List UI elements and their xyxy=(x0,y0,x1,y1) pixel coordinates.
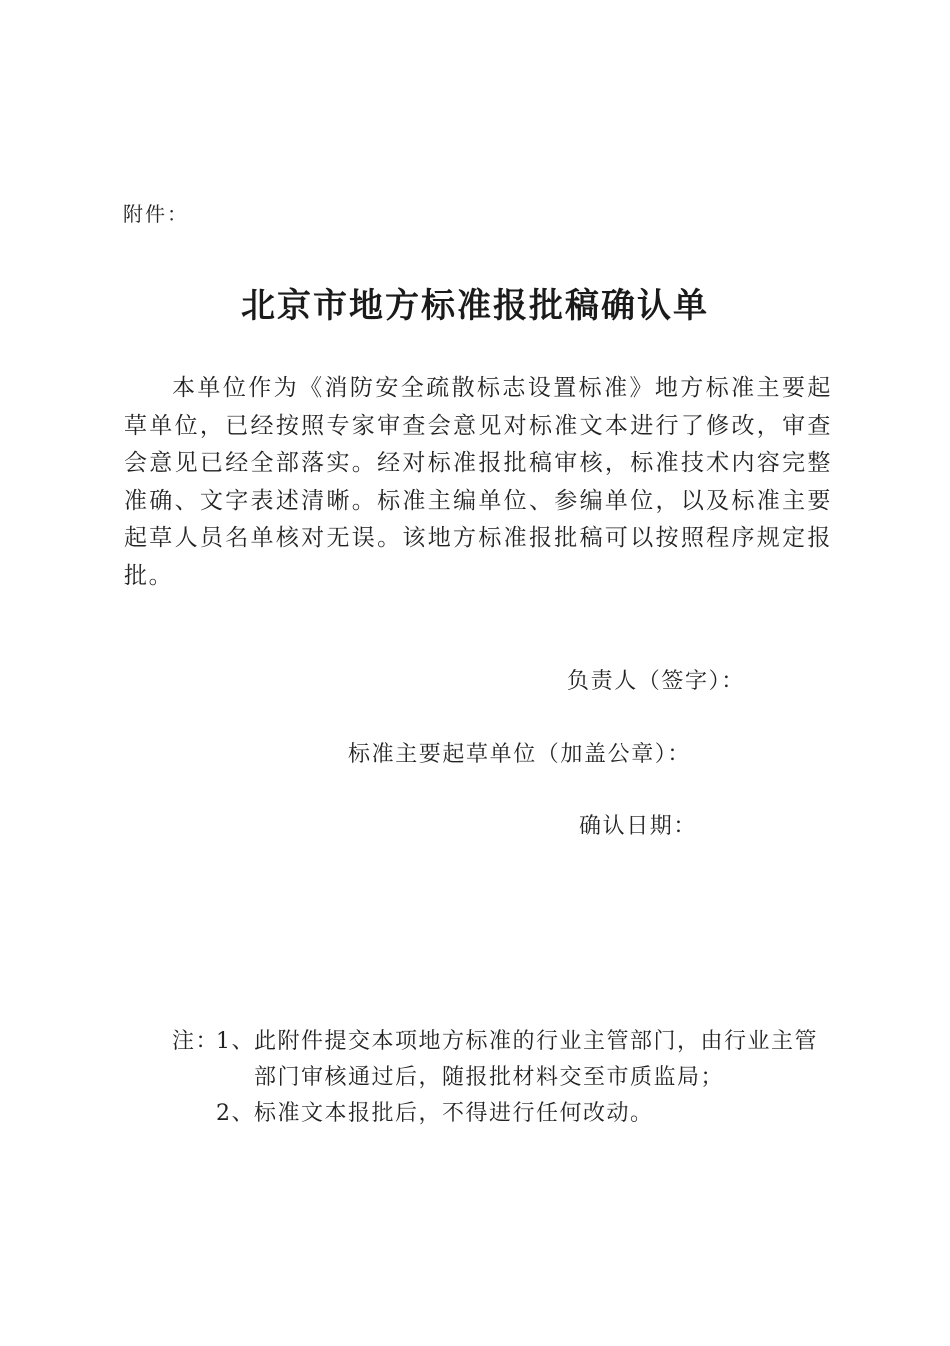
page-title: 北京市地方标准报批稿确认单 xyxy=(241,286,709,326)
responsible-person-signature-field: 负责人（签字）： xyxy=(567,669,745,694)
note-item-2 xyxy=(172,1096,832,1132)
notes-prefix: 注： xyxy=(172,1029,220,1054)
confirm-date-field: 确认日期： xyxy=(579,814,698,839)
note-number: 2、 xyxy=(216,1101,255,1126)
confirmation-paragraph: 本单位作为《消防安全疏散标志设置标准》地方标准主要起草单位，已经按照专家审查会意见对标准文本进行了修改，审查会意见已经全部落实。经对标准报批稿审核，标准技术内容完整准确、文字表述清晰。标准主编单位、参编单位，以及标准主要起草人员名单核对无误。该地方标准报批稿可以按照程序规定报批。 xyxy=(124,375,832,589)
note-text: 此附件提交本项地方标准的行业主管部门，由行业主管 xyxy=(254,1029,819,1054)
note-text-continuation: 部门审核通过后，随报批材料交至市质监局； xyxy=(254,1065,725,1090)
drafting-unit-seal-field: 标准主要起草单位（加盖公章）： xyxy=(348,742,692,767)
notes-section xyxy=(172,1024,832,1132)
note-item-1 xyxy=(172,1024,832,1060)
attachment-label: 附件： xyxy=(123,202,189,226)
note-text: 标准文本报批后，不得进行任何改动。 xyxy=(254,1101,654,1126)
note-number: 1、 xyxy=(216,1029,255,1054)
